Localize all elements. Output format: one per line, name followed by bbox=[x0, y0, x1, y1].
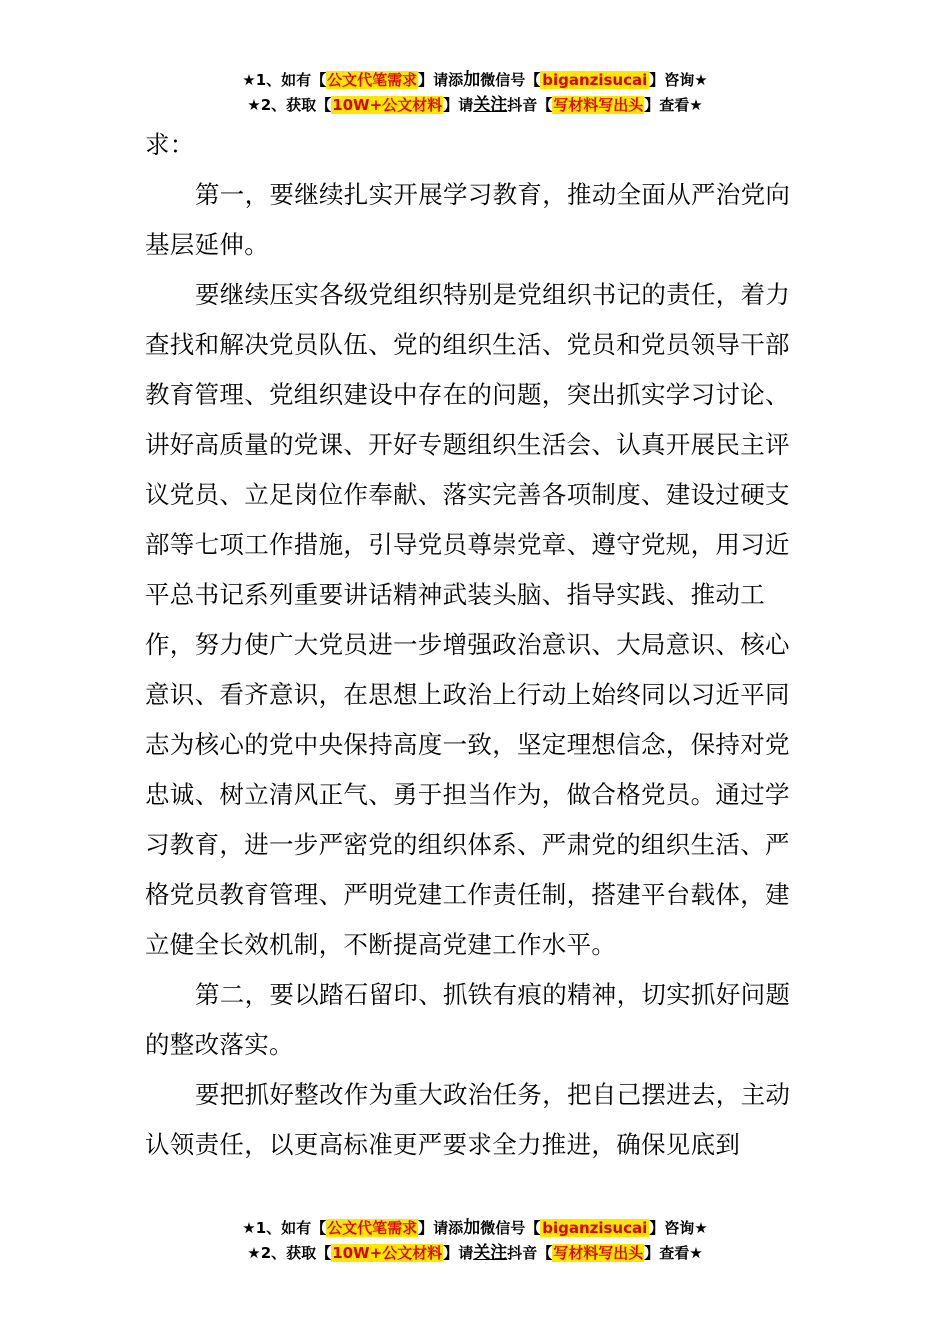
banner-emphasis: 关注 bbox=[473, 1243, 508, 1263]
banner-douyin-id: 写材料写出头 bbox=[553, 96, 644, 114]
banner-line-1 bbox=[0, 68, 950, 93]
paragraph-point-two-detail: 要把抓好整改作为重大政治任务，把自己摆进去，主动认领责任，以更高标准更严要求全力推进，确保见底到 bbox=[145, 1080, 791, 1159]
banner-highlight: 10W+公文材料 bbox=[332, 1244, 443, 1262]
header-banner bbox=[0, 68, 950, 118]
banner-highlight: 10W+公文材料 bbox=[332, 96, 443, 114]
banner-emphasis: 加 bbox=[463, 1218, 481, 1238]
banner-text: 】咨询★ bbox=[649, 71, 708, 89]
paragraph-continuation: 求： bbox=[145, 130, 195, 159]
banner-line-2 bbox=[0, 1241, 950, 1266]
banner-text: 微信号【 bbox=[480, 71, 541, 89]
banner-wechat-id: biganzisucai bbox=[542, 1219, 648, 1237]
banner-text: ★1、如有【 bbox=[242, 71, 327, 89]
banner-text: ★1、如有【 bbox=[242, 1219, 327, 1237]
banner-douyin-id: 写材料写出头 bbox=[553, 1244, 644, 1262]
paragraph-point-two: 第二，要以踏石留印、抓铁有痕的精神，切实抓好问题的整改落实。 bbox=[145, 980, 791, 1059]
banner-wechat-id: biganzisucai bbox=[542, 71, 648, 89]
banner-text: 】请添 bbox=[418, 71, 464, 89]
banner-emphasis: 关注 bbox=[473, 95, 508, 115]
banner-text: ★2、获取【 bbox=[247, 1244, 332, 1262]
banner-text: 】查看★ bbox=[644, 96, 703, 114]
paragraph-point-one: 第一，要继续扎实开展学习教育，推动全面从严治党向基层延伸。 bbox=[145, 180, 791, 259]
banner-text: 抖音【 bbox=[507, 1244, 553, 1262]
footer-banner bbox=[0, 1216, 950, 1266]
paragraph-point-one-detail: 要继续压实各级党组织特别是党组织书记的责任，着力查找和解决党员队伍、党的组织生活、党员和党员领导干部教育管理、党组织建设中存在的问题，突出抓实学习讨论、讲好高质量的党课、开好专题组织生活会、认真开展民主评议党员、立足岗位作奉献、落实完善各项制度、建设过硬支部等七项工作措施，引导党员尊崇党章、遵守党规，用习近平总书记系列重要讲话精神武装头脑、指导实践、推动工作，努力使广大党员进一步增强政治意识、大局意识、核心意识、看齐意识，在思想上政治上行动上始终同以习近平同志为核心的党中央保持高度一致，坚定理想信念，保持对党忠诚、树立清风正气、勇于担当作为，做合格党员。通过学习教育，进一步严密党的组织体系、严肃党的组织生活、严格党员教育管理、严明党建工作责任制，搭建平台载体，建立健全长效机制，不断提高党建工作水平。 bbox=[145, 280, 791, 959]
banner-line-2 bbox=[0, 93, 950, 118]
banner-line-1 bbox=[0, 1216, 950, 1241]
banner-text: 】查看★ bbox=[644, 1244, 703, 1262]
banner-text: ★2、获取【 bbox=[247, 96, 332, 114]
banner-emphasis: 加 bbox=[463, 70, 481, 90]
banner-highlight: 公文代笔需求 bbox=[327, 71, 418, 89]
banner-text: 】请 bbox=[443, 96, 474, 114]
banner-text: 微信号【 bbox=[480, 1219, 541, 1237]
banner-text: 】咨询★ bbox=[649, 1219, 708, 1237]
banner-text: 】请添 bbox=[418, 1219, 464, 1237]
document-body bbox=[145, 120, 807, 1170]
banner-text: 】请 bbox=[443, 1244, 474, 1262]
banner-highlight: 公文代笔需求 bbox=[327, 1219, 418, 1237]
banner-text: 抖音【 bbox=[507, 96, 553, 114]
